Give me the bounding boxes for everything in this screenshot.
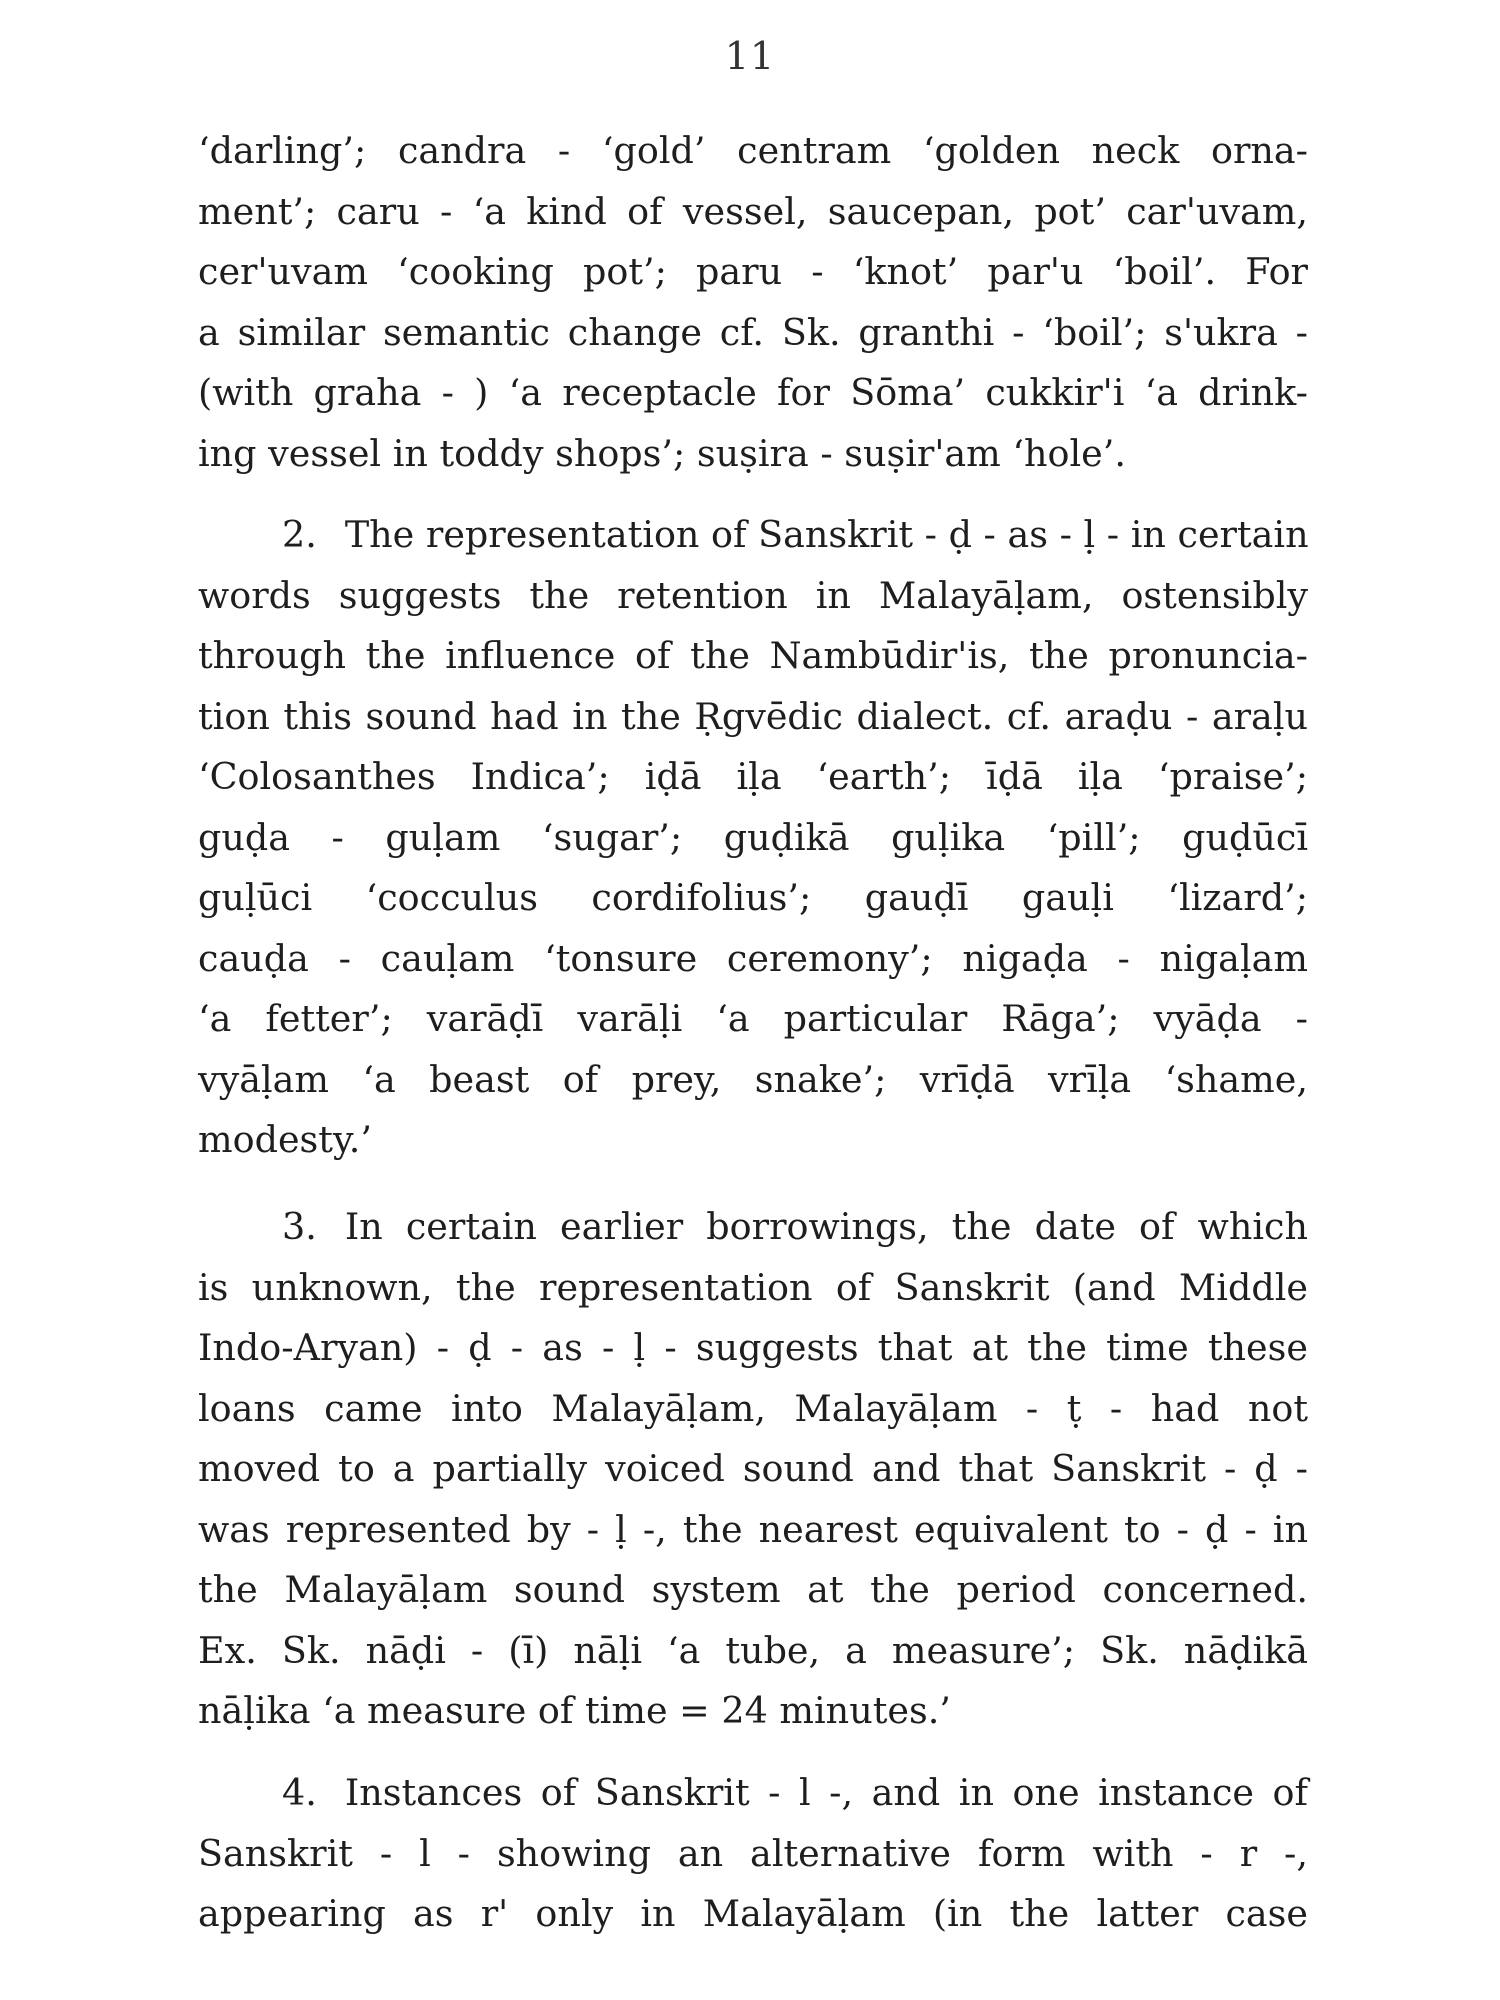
text-line: guḷūci ‘cocculus cordifolius’; gauḍī gauḷi ‘lizard’; xyxy=(198,876,1308,919)
paragraph-number: 4. xyxy=(282,1771,317,1814)
text-line-content: The representation of Sanskrit - ḍ - as - ḷ - in certain xyxy=(344,513,1309,556)
paragraph-number: 3. xyxy=(282,1205,317,1248)
text-line: Sanskrit - l - showing an alternative form with - r -, xyxy=(198,1831,1308,1875)
text-line: ment’; caru - ‘a kind of vessel, saucepan, pot’ car'uvam, xyxy=(198,189,1308,233)
text-line: a similar semantic change cf. Sk. granthi - ‘boil’; s'ukra - xyxy=(198,310,1308,354)
text-line-content: Instances of Sanskrit - l -, and in one instance of xyxy=(344,1771,1308,1814)
text-line: guḍa - guḷam ‘sugar’; guḍikā guḷika ‘pill’; guḍūcī xyxy=(198,815,1308,859)
text-line: was represented by - ḷ -, the nearest equivalent to - ḍ - in xyxy=(198,1507,1308,1551)
text-line: (with graha - ) ‘a receptacle for Sōma’ cukkir'i ‘a drink- xyxy=(198,371,1308,414)
text-line: Ex. Sk. nāḍi - (ī) nāḷi ‘a tube, a measure’; Sk. nāḍikā xyxy=(198,1628,1308,1672)
text-line: words suggests the retention in Malayāḷam, ostensibly xyxy=(198,573,1308,617)
paragraph-continuation xyxy=(198,121,1308,484)
text-line: ‘darling’; candra - ‘gold’ centram ‘golden neck orna- xyxy=(198,129,1308,172)
text-line: the Malayāḷam sound system at the period concerned. xyxy=(198,1568,1308,1611)
paragraph-3 xyxy=(198,1197,1308,1742)
text-line: ing vessel in toddy shops’; suṣira - suṣir'am ‘hole’. xyxy=(198,431,1126,475)
text-line: nāḷika ‘a measure of time = 24 minutes.’ xyxy=(198,1689,951,1732)
text-line: cer'uvam ‘cooking pot’; paru - ‘knot’ par'u ‘boil’. For xyxy=(198,250,1308,293)
text-line: Indo-Aryan) - ḍ - as - ḷ - suggests that at the time these xyxy=(198,1326,1308,1369)
text-line: modesty.’ xyxy=(198,1118,372,1161)
text-line: loans came into Malayāḷam, Malayāḷam - ṭ - had not xyxy=(198,1386,1308,1430)
text-line: vyāḷam ‘a beast of prey, snake’; vrīḍā vrīḷa ‘shame, xyxy=(198,1057,1308,1101)
text-line-content: In certain earlier borrowings, the date of which xyxy=(344,1205,1308,1248)
text-line-first xyxy=(198,505,1308,566)
text-line-first xyxy=(198,1197,1308,1258)
text-line: ‘a fetter’; varāḍī varāḷi ‘a particular Rāga’; vyāḍa - xyxy=(198,997,1308,1040)
text-line: is unknown, the representation of Sanskrit (and Middle xyxy=(198,1265,1308,1309)
text-line: appearing as r' only in Malayāḷam (in the latter case xyxy=(198,1892,1308,1935)
paragraph-number: 2. xyxy=(282,513,317,556)
text-line: through the influence of the Nambūdir'is, the pronuncia- xyxy=(198,634,1308,677)
text-line: tion this sound had in the Ṛgvēdic dialect. cf. araḍu - araḷu xyxy=(198,694,1308,738)
text-line: ‘Colosanthes Indica’; iḍā iḷa ‘earth’; īḍā iḷa ‘praise’; xyxy=(198,755,1308,798)
paragraph-4 xyxy=(198,1763,1308,1945)
text-line: cauḍa - cauḷam ‘tonsure ceremony’; nigaḍa - nigaḷam xyxy=(198,936,1308,980)
text-line-first xyxy=(198,1763,1308,1824)
paragraph-2 xyxy=(198,505,1308,1171)
text-line: moved to a partially voiced sound and that Sanskrit - ḍ - xyxy=(198,1447,1308,1490)
page-number: 11 xyxy=(724,34,776,78)
